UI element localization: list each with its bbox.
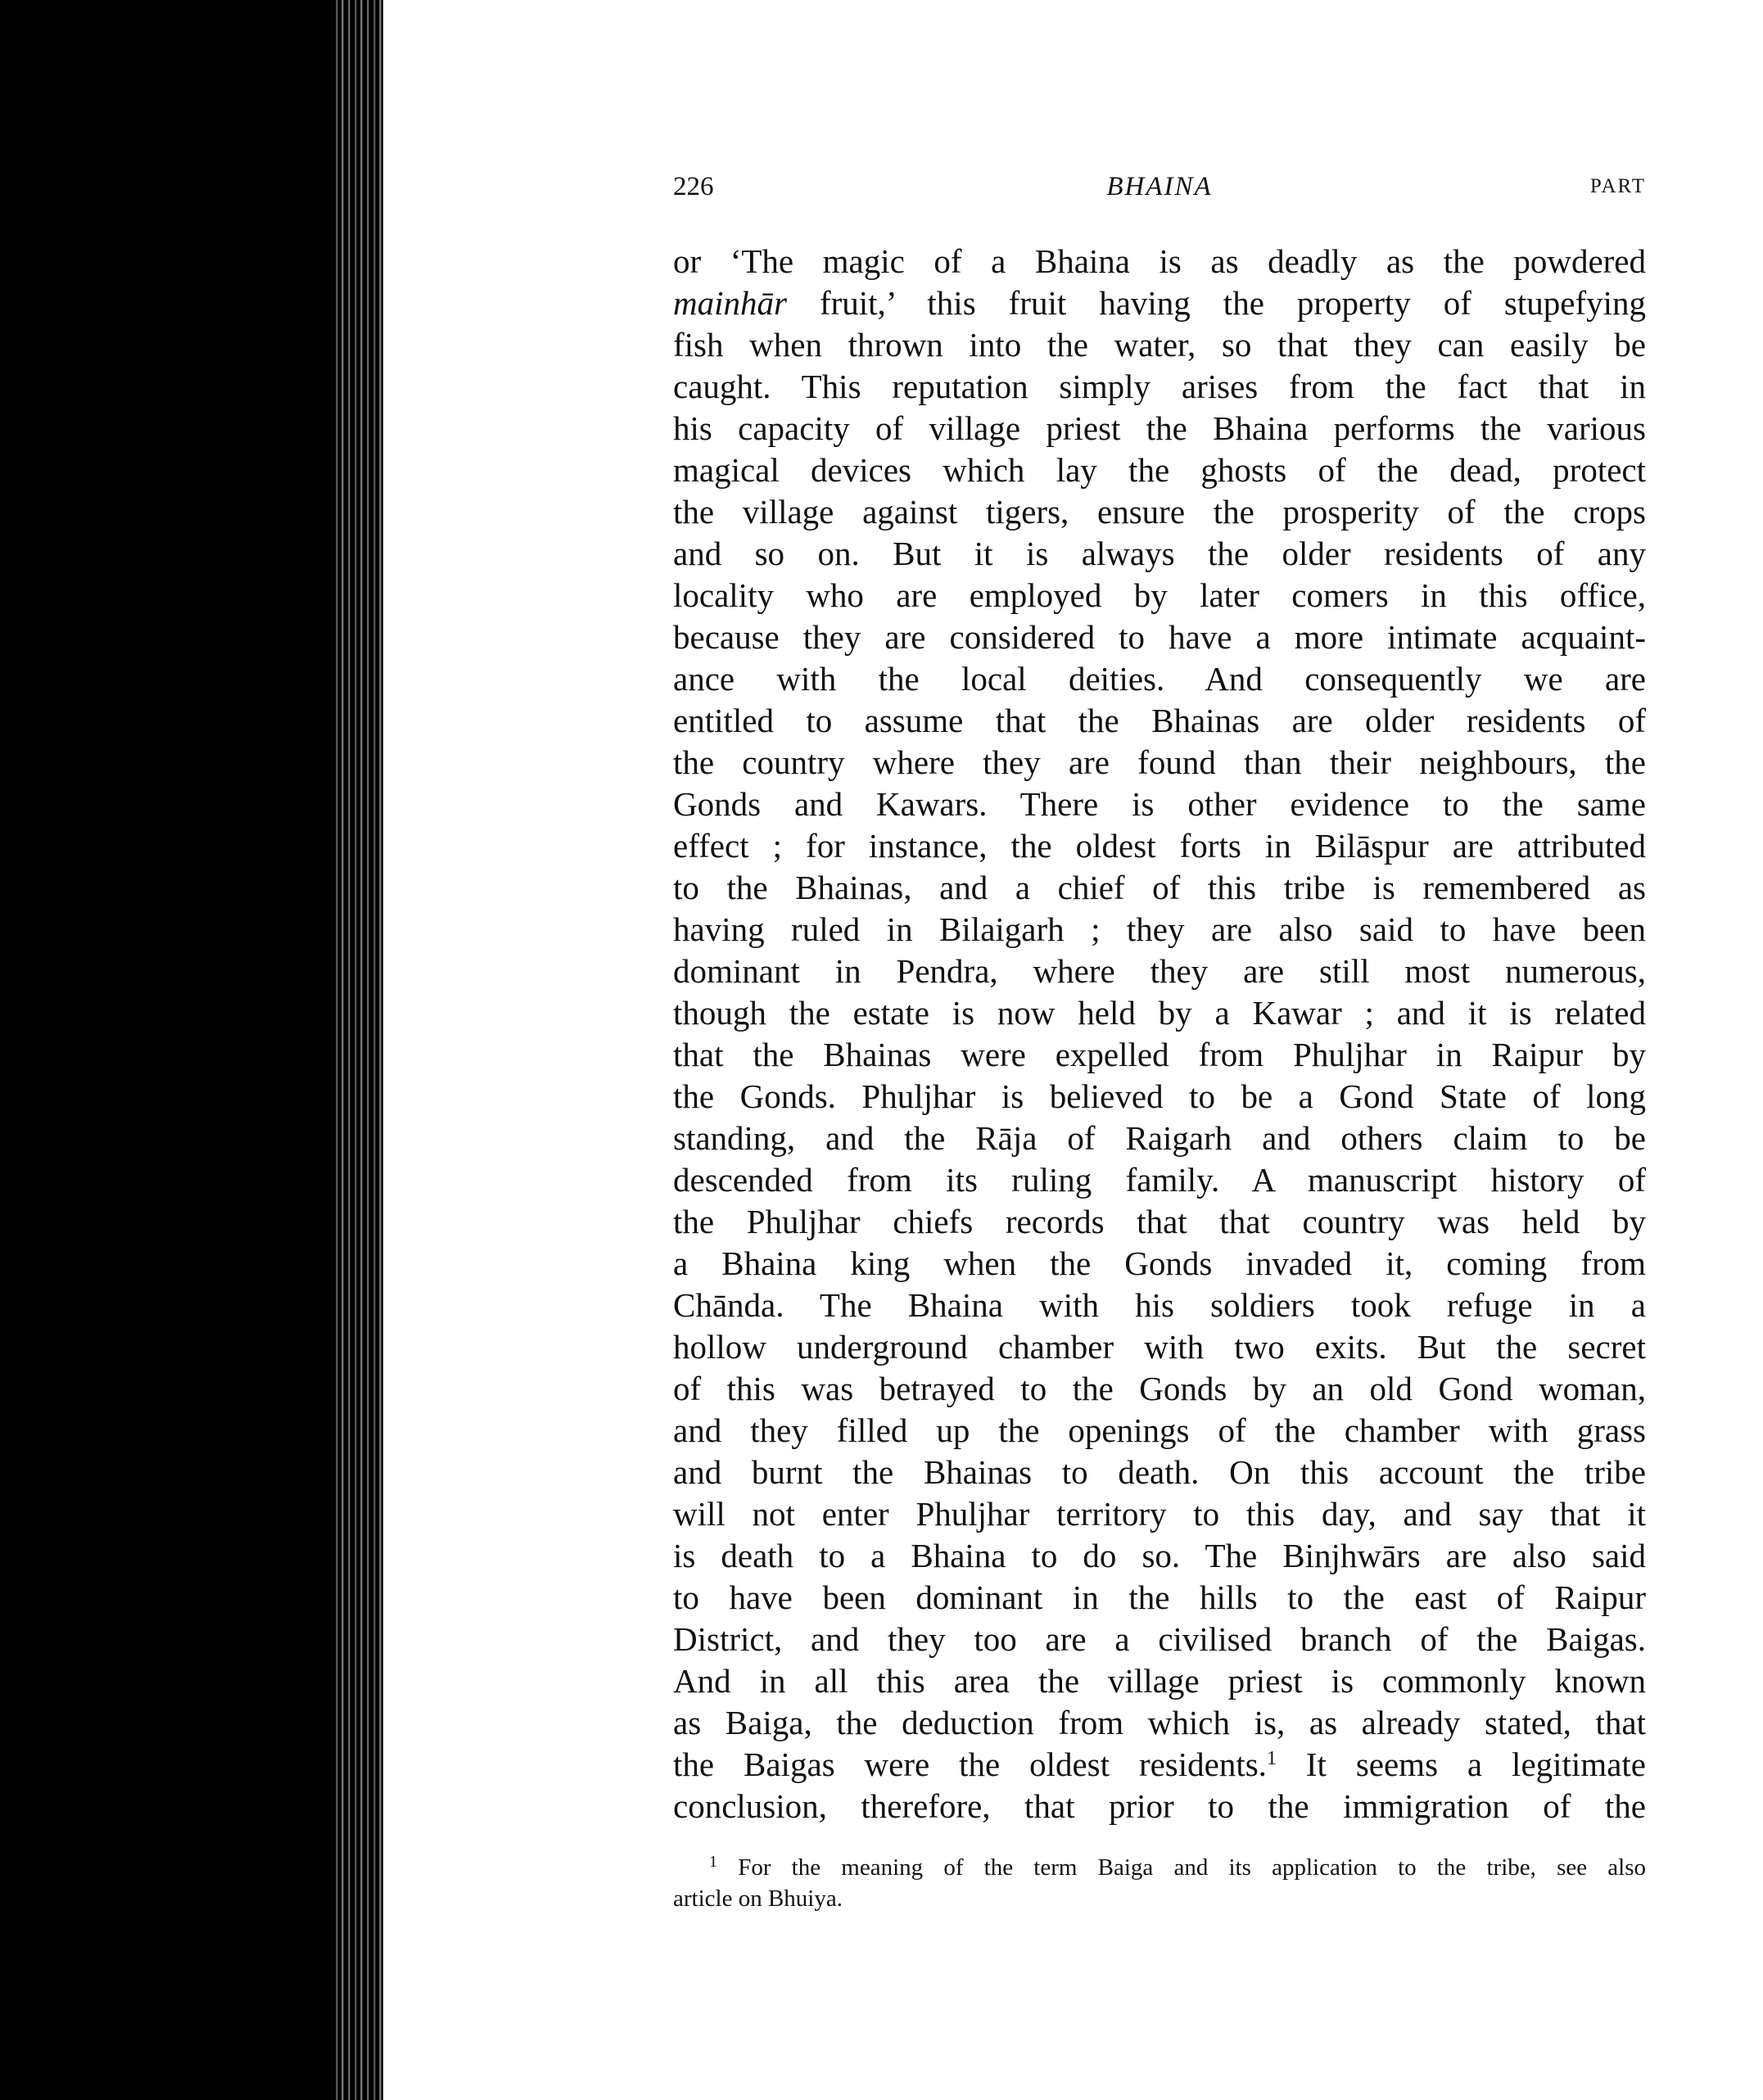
text-line: And in all this area the village priest is commonly known [673, 1662, 1646, 1700]
page-number: 226 [673, 172, 714, 201]
text-line: fish when thrown into the water, so that they can easily be [673, 326, 1646, 364]
text-line: and burnt the Bhainas to death. On this account the tribe [673, 1453, 1646, 1491]
book-page [673, 172, 1646, 1914]
scan-binding-margin [0, 0, 383, 2100]
running-title: BHAINA [1106, 172, 1213, 201]
text-line: descended from its ruling family. A manuscript history of [673, 1161, 1646, 1199]
text-line: hollow underground chamber with two exits. But the secret [673, 1328, 1646, 1366]
text-line: as Baiga, the deduction from which is, as already stated, that [673, 1704, 1646, 1741]
footnote-marker: 1 [709, 1853, 717, 1871]
part-label: PART [1589, 175, 1646, 197]
text-line: to the Bhainas, and a chief of this tribe is remembered as [673, 869, 1646, 906]
text-line: locality who are employed by later comers in this office, [673, 576, 1646, 614]
text-line: though the estate is now held by a Kawar ; and it is related [673, 994, 1646, 1032]
text-line: and they filled up the openings of the chamber with grass [673, 1411, 1646, 1449]
text-line: or ‘The magic of a Bhaina is as deadly as the powdered [673, 242, 1646, 280]
text-line: because they are considered to have a more intimate acquaint- [673, 618, 1646, 656]
text-line: will not enter Phuljhar territory to this day, and say that it [673, 1495, 1646, 1533]
text-line: conclusion, therefore, that prior to the immigration of the [673, 1787, 1646, 1825]
text-line: District, and they too are a civilised branch of the Baigas. [673, 1620, 1646, 1658]
text-line: dominant in Pendra, where they are still most numerous, [673, 952, 1646, 990]
text-line: the village against tigers, ensure the prosperity of the crops [673, 493, 1646, 531]
text-line: that the Bhainas were expelled from Phuljhar in Raipur by [673, 1036, 1646, 1073]
text-line: is death to a Bhaina to do so. The Binjhwārs are also said [673, 1537, 1646, 1574]
text-line: having ruled in Bilaigarh ; they are also said to have been [673, 910, 1646, 948]
text-line: ance with the local deities. And consequently we are [673, 660, 1646, 698]
footnote [673, 1852, 1646, 1914]
text-line: and so on. But it is always the older residents of any [673, 535, 1646, 572]
text-line: entitled to assume that the Bhainas are older residents of [673, 702, 1646, 739]
text-line: effect ; for instance, the oldest forts in Bilāspur are attributed [673, 827, 1646, 865]
running-head [673, 172, 1646, 208]
text-line: the Baigas were the oldest residents.$^1$ It seems a legitimate [673, 1745, 1646, 1783]
text-line: the Phuljhar chiefs records that that country was held by [673, 1203, 1646, 1240]
text-line: caught. This reputation simply arises from the fact that in [673, 368, 1646, 405]
footnote-line: $^1$ For the meaning of the term Baiga and its application to the tribe, see also [709, 1853, 1646, 1881]
italic-term: mainhār [673, 284, 787, 322]
text-line: the country where they are found than their neighbours, the [673, 743, 1646, 781]
body-text [673, 241, 1646, 1827]
text-line: the Gonds. Phuljhar is believed to be a Gond State of long [673, 1077, 1646, 1115]
text-line: Gonds and Kawars. There is other evidence to the same [673, 785, 1646, 823]
text-line: his capacity of village priest the Bhaina performs the various [673, 409, 1646, 447]
text-line: of this was betrayed to the Gonds by an old Gond woman, [673, 1370, 1646, 1407]
footnote-reference: 1 [1266, 1748, 1277, 1769]
text-line: mainhār fruit,’ this fruit having the property of stupefying [673, 284, 1647, 322]
footnote-line: article on Bhuiya. [673, 1885, 843, 1912]
scan-binding-edge [332, 0, 383, 2100]
text-line: to have been dominant in the hills to the east of Raipur [673, 1578, 1646, 1616]
text-line: Chānda. The Bhaina with his soldiers took refuge in a [673, 1286, 1646, 1324]
text-line: a Bhaina king when the Gonds invaded it, coming from [673, 1244, 1646, 1282]
text-line: standing, and the Rāja of Raigarh and others claim to be [673, 1119, 1646, 1157]
text-line: magical devices which lay the ghosts of the dead, protect [673, 451, 1646, 489]
